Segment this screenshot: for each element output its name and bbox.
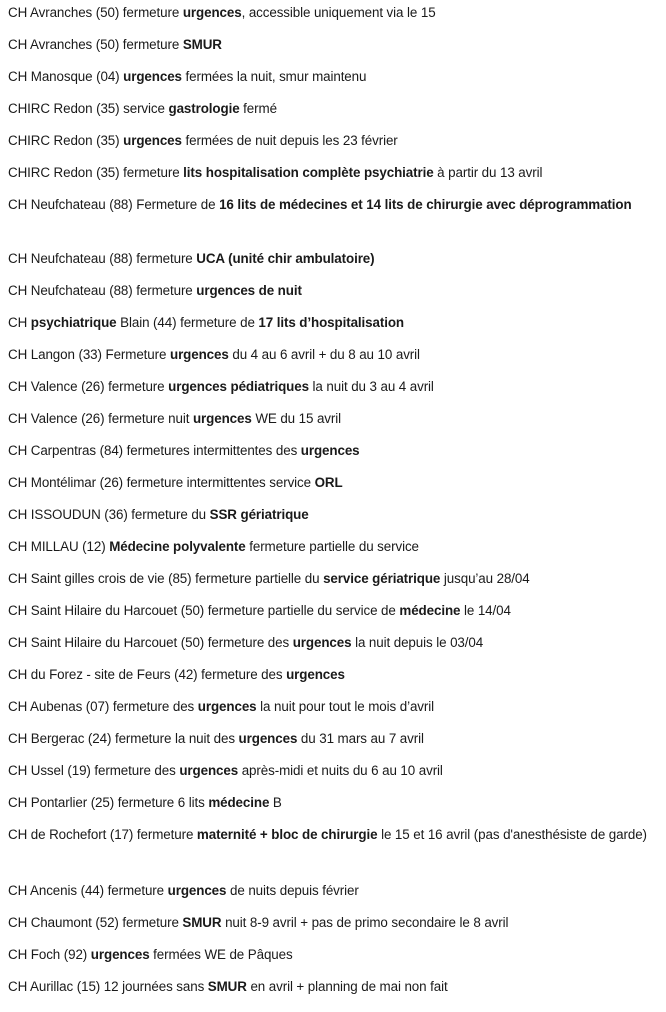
emphasis-text: urgences	[192, 411, 252, 426]
list-item	[8, 881, 658, 901]
emphasis-text: urgences	[90, 947, 150, 962]
line-text: en avril + planning de mai non fait	[246, 979, 448, 994]
list-item	[8, 67, 658, 87]
list-item	[8, 913, 658, 933]
line-text: CH Valence (26) fermeture nuit	[8, 411, 193, 426]
line-text: CH du Forez - site de Feurs (42) fermeture des	[8, 667, 287, 682]
line-text: CH Saint gilles crois de vie (85) fermeture partielle du	[8, 571, 324, 586]
emphasis-text: urgences	[182, 5, 242, 20]
emphasis-text: maternité + bloc de chirurgie	[196, 827, 378, 842]
list-item	[8, 505, 658, 525]
list-item	[8, 825, 658, 845]
line-text: fermé	[239, 101, 277, 116]
emphasis-text: urgences	[167, 883, 227, 898]
line-text: du 31 mars au 7 avril	[297, 731, 424, 746]
list-item	[8, 729, 658, 749]
line-text: WE du 15 avril	[251, 411, 341, 426]
list-item	[8, 131, 658, 151]
list-item	[8, 601, 658, 621]
line-text: CH Aubenas (07) fermeture des	[8, 699, 198, 714]
emphasis-text: urgences	[286, 667, 345, 682]
line-text: après-midi et nuits du 6 au 10 avril	[238, 763, 443, 778]
line-text: à partir du 13 avril	[433, 165, 543, 180]
list-item	[8, 793, 658, 813]
line-text: fermeture partielle du service	[245, 539, 419, 554]
line-text: le 15 et 16 avril (pas d'anesthésiste de garde)	[377, 827, 647, 842]
line-text: fermées WE de Pâques	[149, 947, 293, 962]
list-item	[8, 441, 658, 461]
list-item	[8, 977, 658, 997]
line-text: CH Saint Hilaire du Harcouet (50) fermeture partielle du service de	[8, 603, 400, 618]
line-text: CH Ussel (19) fermeture des	[8, 763, 180, 778]
line-text: , accessible uniquement via le 15	[241, 5, 436, 20]
list-item	[8, 945, 658, 965]
emphasis-text: SSR gériatrique	[209, 507, 309, 522]
emphasis-text: urgences	[238, 731, 298, 746]
line-text: CH Carpentras (84) fermetures intermittentes des	[8, 443, 301, 458]
line-text: fermées de nuit depuis les 23 février	[181, 133, 398, 148]
list-item	[8, 569, 658, 589]
emphasis-text: SMUR	[207, 979, 247, 994]
emphasis-text: SMUR	[182, 37, 222, 52]
line-text: CHIRC Redon (35) service	[8, 101, 169, 116]
emphasis-text: urgences	[292, 635, 352, 650]
line-text: CH ISSOUDUN (36) fermeture du	[8, 507, 210, 522]
list-item	[8, 697, 658, 717]
line-text: CH de Rochefort (17) fermeture	[8, 827, 197, 842]
list-item	[8, 249, 658, 269]
list-item	[8, 473, 658, 493]
emphasis-text: urgences	[169, 347, 229, 362]
line-text: du 4 au 6 avril + du 8 au 10 avril	[228, 347, 420, 362]
emphasis-text: urgences	[179, 763, 239, 778]
line-text: CH Langon (33) Fermeture	[8, 347, 170, 362]
emphasis-text: 16 lits de médecines et 14 lits de chirurgie avec déprogrammation	[219, 197, 632, 212]
list-item	[8, 313, 658, 333]
emphasis-text: urgences pédiatriques	[168, 379, 309, 394]
list-item	[8, 761, 658, 781]
line-text: CHIRC Redon (35)	[8, 133, 124, 148]
list-item	[8, 3, 658, 23]
list-item	[8, 281, 658, 301]
emphasis-text: SMUR	[182, 915, 222, 930]
emphasis-text: médecine	[208, 795, 270, 810]
line-text: CH Chaumont (52) fermeture	[8, 915, 183, 930]
list-item	[8, 35, 658, 55]
line-text: CH Avranches (50) fermeture	[8, 37, 183, 52]
emphasis-text: urgences	[123, 133, 182, 148]
list-item	[8, 345, 658, 365]
line-text: CH Aurillac (15) 12 journées sans	[8, 979, 208, 994]
line-text: CH Neufchateau (88) fermeture	[8, 283, 197, 298]
line-text: B	[269, 795, 282, 810]
line-text: CH Pontarlier (25) fermeture 6 lits	[8, 795, 209, 810]
line-text: CH Saint Hilaire du Harcouet (50) fermeture des	[8, 635, 293, 650]
emphasis-text: urgences de nuit	[196, 283, 302, 298]
emphasis-text: 17 lits d’hospitalisation	[258, 315, 404, 330]
line-text: CH Valence (26) fermeture	[8, 379, 169, 394]
line-text: CH	[8, 315, 31, 330]
emphasis-text: service gériatrique	[323, 571, 441, 586]
line-text: CH MILLAU (12)	[8, 539, 110, 554]
list-item	[8, 409, 658, 429]
line-text: la nuit depuis le 03/04	[351, 635, 484, 650]
line-text: la nuit pour tout le mois d’avril	[256, 699, 434, 714]
line-text: CH Manosque (04)	[8, 69, 124, 84]
line-text: CH Foch (92)	[8, 947, 91, 962]
emphasis-text: Médecine polyvalente	[109, 539, 246, 554]
line-text: le 14/04	[460, 603, 511, 618]
line-text: la nuit du 3 au 4 avril	[308, 379, 434, 394]
line-text: de nuits depuis février	[226, 883, 359, 898]
list-item	[8, 665, 658, 685]
list-item	[8, 377, 658, 397]
line-text: CH Neufchateau (88) fermeture	[8, 251, 197, 266]
line-text: CH Avranches (50) fermeture	[8, 5, 183, 20]
emphasis-text: urgences	[300, 443, 360, 458]
list-item	[8, 537, 658, 557]
emphasis-text: psychiatrique	[30, 315, 117, 330]
line-text: jusqu’au 28/04	[440, 571, 530, 586]
line-text: CH Bergerac (24) fermeture la nuit des	[8, 731, 239, 746]
list-item	[8, 163, 658, 183]
list-item	[8, 195, 658, 215]
line-text: CH Ancenis (44) fermeture	[8, 883, 168, 898]
emphasis-text: urgences	[197, 699, 257, 714]
line-text: nuit 8-9 avril + pas de primo secondaire le 8 avril	[221, 915, 509, 930]
emphasis-text: UCA (unité chir ambulatoire)	[196, 251, 375, 266]
line-text: CHIRC Redon (35) fermeture	[8, 165, 184, 180]
emphasis-text: gastrologie	[168, 101, 240, 116]
line-text: fermées la nuit, smur maintenu	[181, 69, 367, 84]
list-item	[8, 99, 658, 119]
emphasis-text: ORL	[314, 475, 343, 490]
emphasis-text: urgences	[123, 69, 182, 84]
list-item	[8, 633, 658, 653]
emphasis-text: lits hospitalisation complète psychiatrie	[183, 165, 434, 180]
line-text: CH Neufchateau (88) Fermeture de	[8, 197, 220, 212]
line-text: Blain (44) fermeture de	[116, 315, 259, 330]
line-text: CH Montélimar (26) fermeture intermittentes service	[8, 475, 315, 490]
emphasis-text: médecine	[399, 603, 461, 618]
